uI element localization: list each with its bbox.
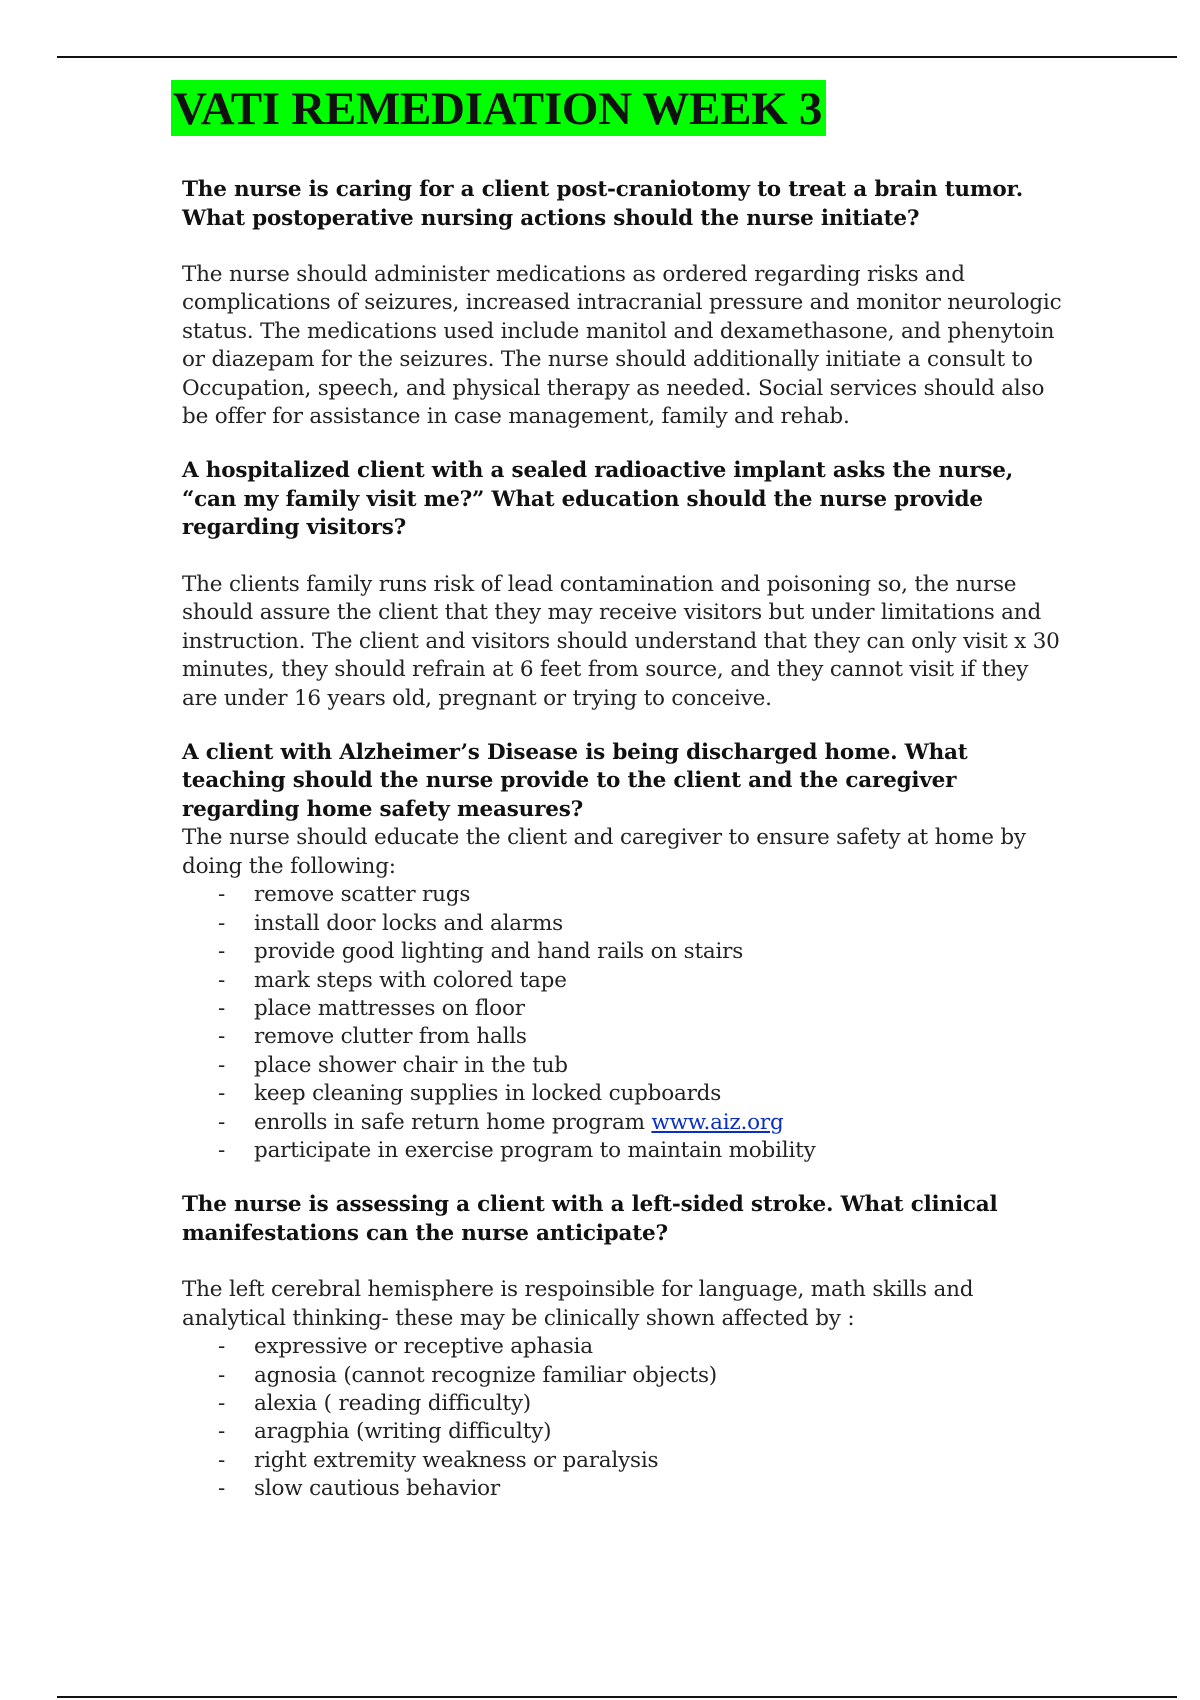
list-item: - place shower chair in the tub — [182, 1052, 1062, 1080]
answer-4: The left cerebral hemisphere is respoinsible for language, math skills and analytical thinking- these may be clinically shown affected by : — [182, 1277, 974, 1331]
bullet-dash: - — [218, 882, 226, 908]
list-item: - provide good lighting and hand rails on stairs — [182, 938, 1062, 966]
list-item: - keep cleaning supplies in locked cupboards — [182, 1080, 1062, 1108]
list-item: - install door locks and alarms — [182, 910, 1062, 938]
list-item: - slow cautious behavior — [182, 1475, 1062, 1503]
list-item: - right extremity weakness or paralysis — [182, 1447, 1062, 1475]
list-item: - agnosia (cannot recognize familiar objects) — [182, 1362, 1062, 1390]
question-4: The nurse is assessing a client with a left-sided stroke. What clinical manifestations can the nurse anticipate? — [182, 1192, 998, 1246]
bullet-dash: - — [218, 1334, 226, 1360]
list-item: - remove clutter from halls — [182, 1023, 1062, 1051]
bullet-dash: - — [218, 1419, 226, 1445]
home-safety-list — [182, 881, 1062, 1165]
bullet-dash: - — [218, 910, 226, 936]
bullet-dash: - — [218, 1081, 226, 1107]
answer-3: The nurse should educate the client and caregiver to ensure safety at home by doing the following: — [182, 825, 1026, 879]
bottom-rule — [57, 1696, 1177, 1698]
bullet-dash: - — [218, 1109, 226, 1135]
list-item: - mark steps with colored tape — [182, 967, 1062, 995]
question-2: A hospitalized client with a sealed radioactive implant asks the nurse, “can my family visit me?” What education should the nurse provide regarding visitors? — [182, 458, 1013, 541]
alz-website-link[interactable]: www.aiz.org — [651, 1109, 784, 1135]
bullet-dash: - — [218, 1476, 226, 1502]
list-item: - participate in exercise program to maintain mobility — [182, 1137, 1062, 1165]
top-rule — [57, 56, 1177, 58]
list-item: - place mattresses on floor — [182, 995, 1062, 1023]
bullet-dash: - — [218, 1024, 226, 1050]
stroke-manifestations-list — [182, 1333, 1062, 1503]
bullet-dash: - — [218, 995, 226, 1021]
bullet-dash: - — [218, 967, 226, 993]
question-3: A client with Alzheimer’s Disease is being discharged home. What teaching should the nurse provide to the client and the caregiver regarding home safety measures? — [182, 739, 968, 822]
question-1: The nurse is caring for a client post-craniotomy to treat a brain tumor. What postoperative nursing actions should the nurse initiate? — [182, 177, 1023, 231]
title-highlight — [171, 80, 826, 136]
bullet-dash: - — [218, 1362, 226, 1388]
list-item: - remove scatter rugs — [182, 881, 1062, 909]
list-item: - enrolls in safe return home program www.aiz.org — [182, 1109, 1062, 1137]
answer-1: The nurse should administer medications as ordered regarding risks and complications of seizures, increased intracranial pressure and monitor neurologic status. The medications used include manitol and dexamethasone, and phenytoin or diazepam for the seizures. The nurse should additionally initiate a consult to Occupation, speech, and physical therapy as needed. Social services should also be offer for assistance in case management, family and rehab. — [182, 262, 1062, 430]
bullet-dash: - — [218, 1447, 226, 1473]
bullet-dash: - — [218, 1137, 226, 1163]
bullet-dash: - — [218, 1052, 226, 1078]
list-item: - expressive or receptive aphasia — [182, 1333, 1062, 1361]
document-body — [173, 80, 1062, 1504]
bullet-dash: - — [218, 1390, 226, 1416]
document-title: VATI REMEDIATION WEEK 3 — [173, 83, 823, 135]
list-item: - alexia ( reading difficulty) — [182, 1390, 1062, 1418]
bullet-dash: - — [218, 939, 226, 965]
answer-2: The clients family runs risk of lead contamination and poisoning so, the nurse should assure the client that they may receive visitors but under limitations and instruction. The client and visitors should understand that they can only visit x 30 minutes, they should refrain at 6 feet from source, and they cannot visit if they are under 16 years old, pregnant or trying to conceive. — [182, 571, 1060, 711]
list-item: - aragphia (writing difficulty) — [182, 1418, 1062, 1446]
